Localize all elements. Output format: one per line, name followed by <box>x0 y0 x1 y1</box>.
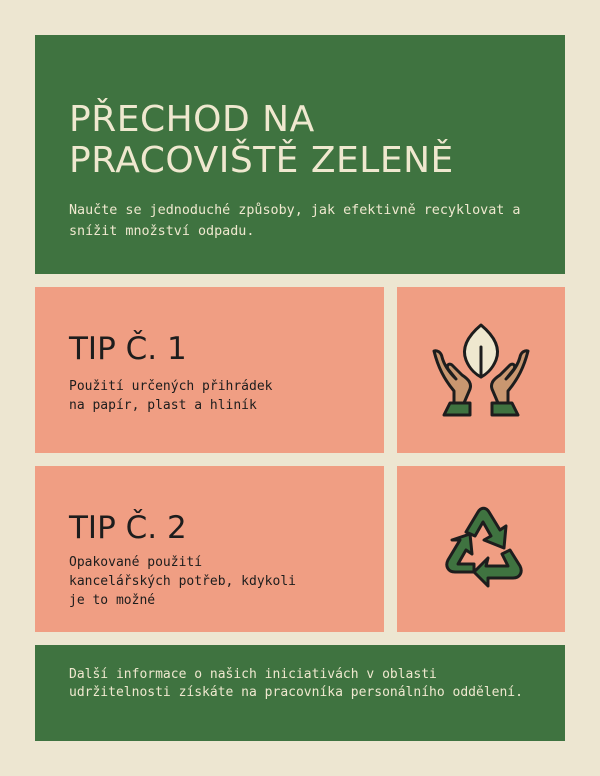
recycle-icon <box>430 496 532 602</box>
header-panel <box>35 35 565 274</box>
footer-panel <box>35 645 565 741</box>
tip-1-text: Použití určených přihrádek na papír, plast a hliník <box>69 379 273 413</box>
footer-text: Další informace o našich iniciativách v oblasti udržitelnosti získáte na pracovníka personálního oddělení. <box>69 667 523 700</box>
hands-leaf-icon <box>430 317 532 423</box>
page-subtitle: Naučte se jednoduché způsoby, jak efektivně recyklovat a snížit množství odpadu. <box>69 203 521 239</box>
tip-2-card <box>35 466 384 632</box>
tip-2-text: Opakované použití kancelářských potřeb, kdykoli je to možné <box>69 555 296 608</box>
tip-1-card <box>35 287 384 453</box>
tip-1-icon-box <box>397 287 565 453</box>
tip-2-icon-box <box>397 466 565 632</box>
tip-1-title: TIP Č. 1 <box>69 331 187 367</box>
tip-2-title: TIP Č. 2 <box>69 510 187 546</box>
page-title: PŘECHOD NA PRACOVIŠTĚ ZELENĚ <box>69 99 454 181</box>
